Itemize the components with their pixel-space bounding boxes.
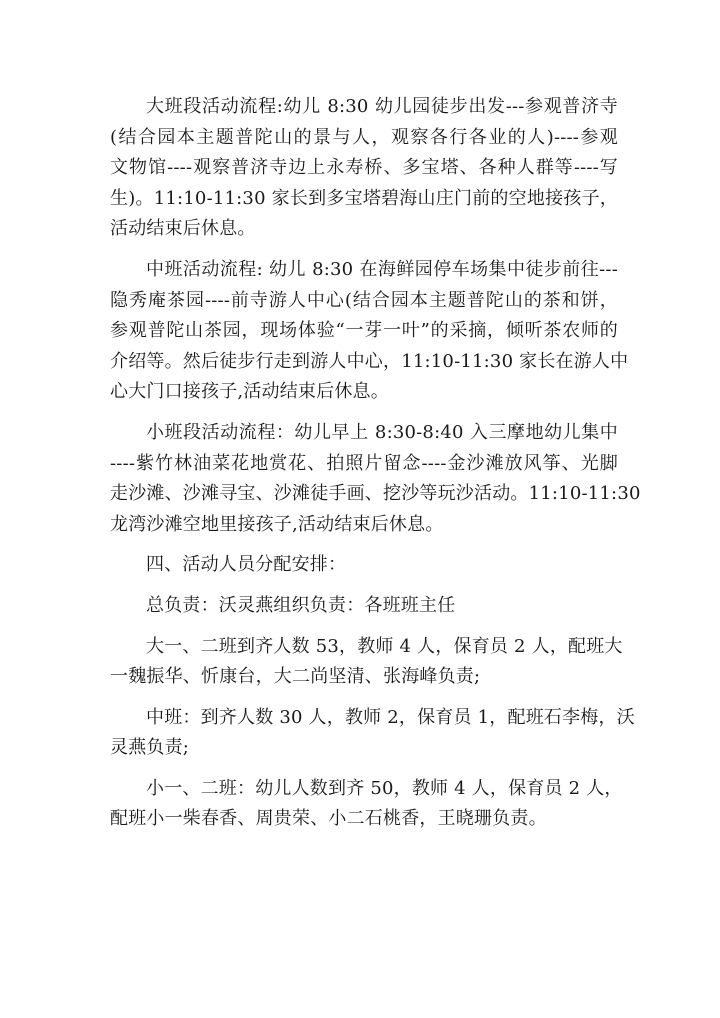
text-line: (结合园本主题普陀山的景与人，观察各行各业的人)----参观: [110, 126, 618, 148]
paragraph-senior-class-flow: [110, 92, 618, 245]
text-line: 大班段活动流程:幼儿 8:30 幼儿园徒步出发---参观普济寺: [146, 96, 618, 117]
text-line: 中班：到齐人数 30 人，教师 2，保育员 1，配班石李梅，沃: [146, 706, 635, 728]
text-line: 中班活动流程: 幼儿 8:30 在海鲜园停车场集中徒步前往---: [146, 258, 618, 280]
paragraph-junior-staff: [110, 774, 623, 835]
text-line: 配班小一柴春香、周贵荣、小二石桃香，王晓珊负责。: [110, 808, 547, 830]
section-heading: 四、活动人员分配安排：: [146, 554, 347, 576]
text-line: 走沙滩、沙滩寻宝、沙滩徒手画、挖沙等玩沙活动。11:10-11:30: [110, 483, 641, 505]
paragraph-middle-staff: [110, 703, 635, 764]
text-line: 心大门口接孩子,活动结束后休息。: [110, 381, 389, 403]
text-line: 小班段活动流程：幼儿早上 8:30-8:40 入三摩地幼儿集中: [146, 421, 618, 443]
paragraph-overall-lead: [110, 591, 618, 622]
text-line: 介绍等。然后徒步行走到游人中心，11:10-11:30 家长在游人中: [110, 350, 629, 372]
text-line: 隐秀庵茶园----前寺游人中心(结合园本主题普陀山的茶和饼，: [110, 289, 618, 311]
text-line: ----紫竹林油菜花地赏花、拍照片留念----金沙滩放风筝、光脚: [110, 452, 618, 474]
paragraph-junior-class-flow: [110, 418, 641, 540]
text-line: 文物馆----观察普济寺边上永寿桥、多宝塔、各种人群等----写: [110, 157, 618, 179]
text-line: 生)。11:10-11:30 家长到多宝塔碧海山庄门前的空地接孩子，: [110, 187, 618, 209]
paragraph-middle-class-flow: [110, 255, 629, 408]
text-line: 一魏振华、忻康台，大二尚坚清、张海峰负责;: [110, 666, 481, 688]
text-line: 参观普陀山茶园，现场体验“一芽一叶”的采摘，倾听茶农师的: [110, 320, 618, 342]
text-line: 大一、二班到齐人数 53，教师 4 人，保育员 2 人，配班大: [146, 635, 623, 657]
text-line: 小一、二班：幼儿人数到齐 50，教师 4 人，保育员 2 人，: [146, 777, 623, 799]
document-body: [110, 92, 641, 845]
text-line: 总负责：沃灵燕组织负责：各班班主任: [146, 594, 456, 616]
text-line: 龙湾沙滩空地里接孩子,活动结束后休息。: [110, 513, 444, 535]
text-line: 灵燕负责;: [110, 737, 190, 759]
paragraph-senior-staff: [110, 632, 623, 693]
text-line: 活动结束后休息。: [110, 218, 256, 240]
section-heading-staff-assignment: [110, 550, 618, 581]
